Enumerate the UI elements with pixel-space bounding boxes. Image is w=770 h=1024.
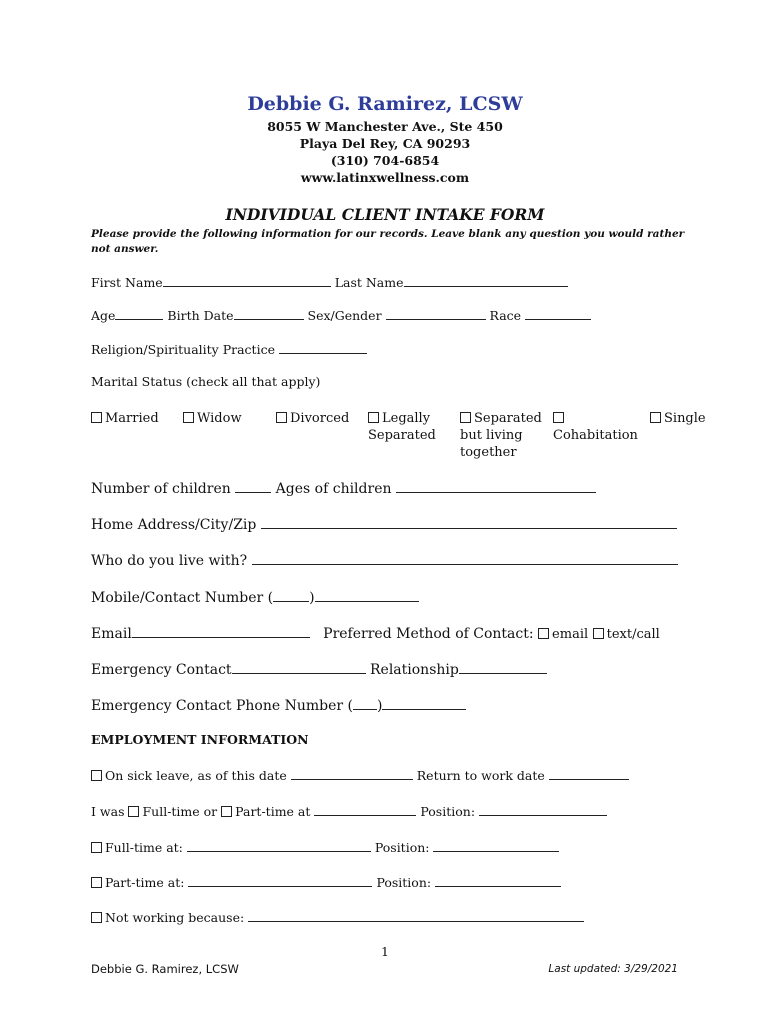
checkbox-icon[interactable] bbox=[91, 842, 102, 853]
religion-row bbox=[91, 341, 367, 357]
relationship-field[interactable] bbox=[459, 661, 547, 674]
marital-option-separated-living-together[interactable]: Separated but living together bbox=[460, 411, 542, 460]
ages-children-label: Ages of children bbox=[275, 481, 392, 497]
mobile-row: Mobile/Contact Number ( ) bbox=[91, 589, 419, 606]
num-children-field[interactable] bbox=[235, 480, 271, 493]
practitioner-name: Debbie G. Ramirez, LCSW bbox=[247, 93, 523, 115]
employment-heading: EMPLOYMENT INFORMATION bbox=[91, 732, 309, 747]
birth-date-field[interactable] bbox=[234, 307, 304, 320]
full-time-at-label: Full-time at: bbox=[105, 840, 183, 855]
footer-author: Debbie G. Ramirez, LCSW bbox=[91, 962, 239, 976]
age-label: Age bbox=[91, 308, 116, 323]
part-time-at-label: Part-time at bbox=[235, 804, 311, 819]
sick-leave-label: On sick leave, as of this date bbox=[105, 768, 287, 783]
ages-children-field[interactable] bbox=[396, 480, 596, 493]
checkbox-icon[interactable] bbox=[91, 770, 102, 781]
marital-option-single[interactable]: Single bbox=[650, 410, 710, 427]
checkbox-icon[interactable] bbox=[553, 412, 564, 423]
email-row bbox=[91, 625, 660, 642]
page-number: 1 bbox=[381, 944, 389, 959]
home-address-label: Home Address/City/Zip bbox=[91, 517, 257, 533]
mobile-number-field[interactable] bbox=[315, 589, 419, 602]
not-working-row bbox=[91, 909, 584, 925]
emergency-area-code-field[interactable] bbox=[353, 697, 377, 710]
live-with-label: Who do you live with? bbox=[91, 553, 248, 569]
demographics-row bbox=[91, 307, 591, 323]
return-to-work-field[interactable] bbox=[549, 767, 629, 780]
footer-last-updated: Last updated: 3/29/2021 bbox=[548, 963, 678, 975]
employment-status-row bbox=[91, 803, 607, 819]
live-with-row bbox=[91, 552, 678, 569]
website: www.latinxwellness.com bbox=[300, 170, 470, 185]
pref-email-label: email bbox=[552, 627, 589, 642]
birth-date-label: Birth Date bbox=[167, 308, 234, 323]
age-field[interactable] bbox=[115, 307, 163, 320]
position-label: Position: bbox=[420, 804, 476, 819]
part-time-employer-field[interactable] bbox=[188, 874, 372, 887]
religion-label: Religion/Spirituality Practice bbox=[91, 342, 275, 357]
emergency-phone-field[interactable] bbox=[382, 697, 466, 710]
sick-leave-date-field[interactable] bbox=[291, 767, 413, 780]
marital-option-married[interactable]: Married bbox=[91, 410, 176, 427]
checkbox-icon[interactable] bbox=[183, 412, 194, 423]
checkbox-icon[interactable] bbox=[593, 628, 604, 639]
last-name-field[interactable] bbox=[404, 274, 568, 287]
religion-field[interactable] bbox=[279, 341, 367, 354]
full-time-row bbox=[91, 839, 559, 855]
not-working-field[interactable] bbox=[248, 909, 584, 922]
sex-gender-label: Sex/Gender bbox=[307, 308, 382, 323]
marital-status-label: Marital Status (check all that apply) bbox=[91, 374, 321, 389]
part-time-position-label: Position: bbox=[376, 875, 432, 890]
children-row bbox=[91, 480, 596, 497]
part-time-row bbox=[91, 874, 561, 890]
emergency-phone-row: Emergency Contact Phone Number ( ) bbox=[91, 697, 466, 714]
checkbox-icon[interactable] bbox=[460, 412, 471, 423]
email-label: Email bbox=[91, 626, 132, 642]
marital-option-legally-separated[interactable]: Legally Separated bbox=[368, 411, 436, 443]
relationship-label: Relationship bbox=[370, 662, 459, 678]
address-line-1: 8055 W Manchester Ave., Ste 450 bbox=[267, 119, 503, 134]
checkbox-icon[interactable] bbox=[128, 806, 139, 817]
race-field[interactable] bbox=[525, 307, 591, 320]
sick-leave-row bbox=[91, 767, 629, 783]
checkbox-icon[interactable] bbox=[368, 412, 379, 423]
emergency-phone-label: Emergency Contact Phone Number ( bbox=[91, 698, 353, 714]
first-name-label: First Name bbox=[91, 275, 163, 290]
checkbox-icon[interactable] bbox=[276, 412, 287, 423]
last-name-label: Last Name bbox=[334, 275, 404, 290]
preferred-contact-label: Preferred Method of Contact: bbox=[323, 626, 534, 642]
mobile-area-code-field[interactable] bbox=[273, 589, 309, 602]
marital-option-cohabitation[interactable]: Cohabitation bbox=[553, 410, 638, 444]
i-was-label: I was bbox=[91, 804, 125, 819]
race-label: Race bbox=[489, 308, 522, 323]
email-field[interactable] bbox=[132, 625, 310, 638]
mobile-label: Mobile/Contact Number ( bbox=[91, 590, 274, 606]
full-time-position-field[interactable] bbox=[433, 839, 559, 852]
part-time-position-field[interactable] bbox=[435, 874, 561, 887]
name-row bbox=[91, 274, 568, 290]
checkbox-icon[interactable] bbox=[91, 412, 102, 423]
employer-field[interactable] bbox=[314, 803, 416, 816]
home-address-field[interactable] bbox=[261, 516, 677, 529]
full-time-position-label: Position: bbox=[374, 840, 430, 855]
checkbox-icon[interactable] bbox=[91, 912, 102, 923]
checkbox-icon[interactable] bbox=[221, 806, 232, 817]
full-time-employer-field[interactable] bbox=[187, 839, 371, 852]
sex-gender-field[interactable] bbox=[386, 307, 486, 320]
live-with-field[interactable] bbox=[252, 552, 678, 565]
marital-option-widow[interactable]: Widow bbox=[183, 410, 268, 427]
marital-option-divorced[interactable]: Divorced bbox=[276, 410, 361, 427]
part-time-at-label-2: Part-time at: bbox=[105, 875, 185, 890]
emergency-contact-row bbox=[91, 661, 547, 678]
not-working-label: Not working because: bbox=[105, 910, 245, 925]
emergency-contact-field[interactable] bbox=[232, 661, 366, 674]
checkbox-icon[interactable] bbox=[650, 412, 661, 423]
address-row bbox=[91, 516, 677, 533]
checkbox-icon[interactable] bbox=[91, 877, 102, 888]
emergency-contact-label: Emergency Contact bbox=[91, 662, 232, 678]
checkbox-icon[interactable] bbox=[538, 628, 549, 639]
first-name-field[interactable] bbox=[163, 274, 331, 287]
address-line-2: Playa Del Rey, CA 90293 bbox=[299, 136, 471, 151]
return-to-work-label: Return to work date bbox=[416, 768, 545, 783]
position-field[interactable] bbox=[479, 803, 607, 816]
form-instructions: Please provide the following information for our records. Leave blank any question you would rather not answer. bbox=[91, 228, 685, 255]
form-title: INDIVIDUAL CLIENT INTAKE FORM bbox=[225, 205, 545, 224]
pref-text-label: text/call bbox=[606, 627, 660, 642]
num-children-label: Number of children bbox=[91, 481, 231, 497]
full-time-or-label: Full-time or bbox=[142, 804, 218, 819]
phone-number: (310) 704-6854 bbox=[330, 153, 440, 168]
